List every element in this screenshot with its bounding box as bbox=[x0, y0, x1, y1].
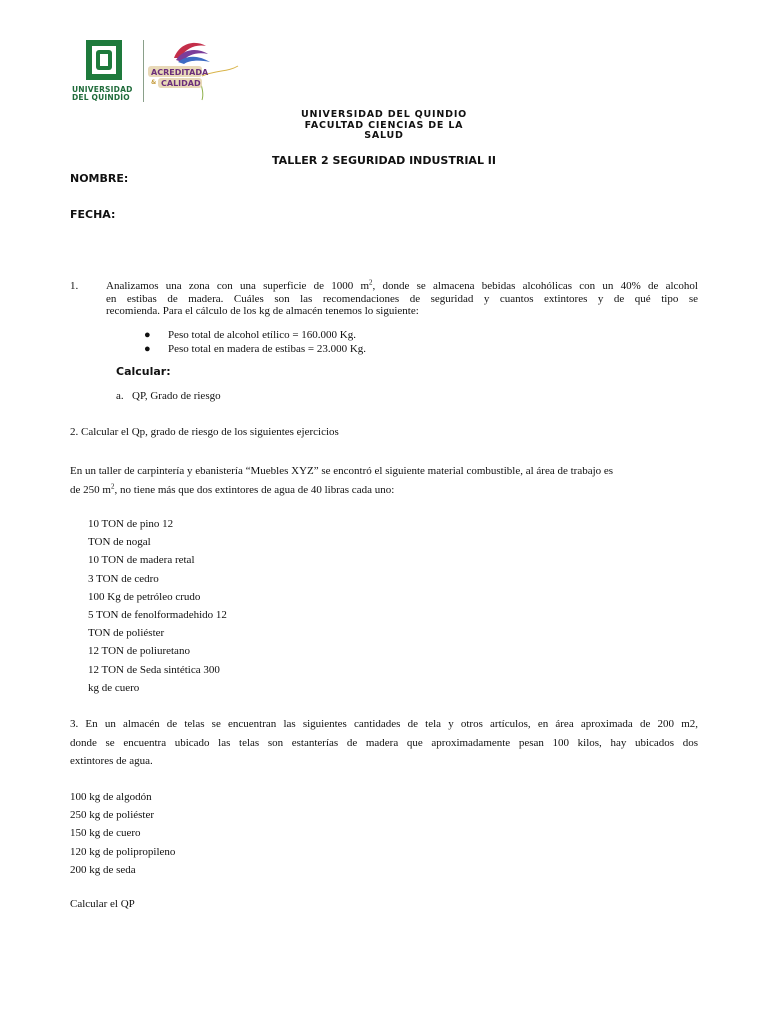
q2-line-2-b: , no tiene más que dos extintores de agua de 40 libras cada uno: bbox=[114, 483, 395, 496]
q2-line-2-a: de 250 m bbox=[70, 483, 111, 496]
q2-line-2 bbox=[70, 481, 698, 500]
document-title: TALLER 2 SEGURIDAD INDUSTRIAL II bbox=[272, 154, 496, 167]
q2-material-item: 10 TON de madera retal bbox=[88, 554, 195, 567]
q3-line-2: donde se encuentra ubicado las telas son estanterías de madera que aproximadamente pesan 100 kilos, hay ubicados dos bbox=[70, 736, 698, 749]
q3-material-item: 120 kg de polipropileno bbox=[70, 845, 176, 858]
q3-line-3: extintores de agua. bbox=[70, 755, 153, 767]
university-name bbox=[72, 86, 133, 102]
q2-material-item: TON de poliéster bbox=[88, 627, 165, 640]
accreditation-amp: & bbox=[151, 79, 157, 86]
q1-bullet-text: Peso total de alcohol etílico = 160.000 Kg. bbox=[168, 329, 356, 341]
q1-sup: 2 bbox=[369, 278, 373, 287]
q2-material-list bbox=[88, 515, 227, 697]
q2-material-item: 12 TON de poliuretano bbox=[88, 645, 190, 658]
header-line-2: FACULTAD CIENCIAS DE LA bbox=[304, 119, 464, 131]
accreditation-text-1: ACREDITADA bbox=[151, 68, 209, 77]
q1-line-1-b: , donde se almacena bebidas alcohólicas con un 40% de alcohol bbox=[372, 280, 698, 292]
q1-line-3: recomienda. Para el cálculo de los kg de almacén tenemos lo siguiente: bbox=[106, 305, 419, 317]
q2-paragraph bbox=[70, 462, 698, 499]
q1-item-letter: a. bbox=[116, 390, 124, 402]
logo-divider bbox=[143, 40, 144, 102]
q2-material-item: kg de cuero bbox=[88, 681, 140, 694]
q2-intro: 2. Calcular el Qp, grado de riesgo de los siguientes ejercicios bbox=[70, 426, 339, 438]
q3-material-item: 250 kg de poliéster bbox=[70, 809, 155, 822]
acreditada-calidad-logo bbox=[146, 36, 241, 102]
bullet-icon: ● bbox=[144, 329, 151, 341]
q1-bullet-item bbox=[144, 328, 366, 342]
q3-line-1: 3. En un almacén de telas se encuentran las siguientes cantidades de tela y otros artículos, en área aproximada de 200 m2, bbox=[70, 718, 698, 730]
q2-material-item: 5 TON de fenolformadehido 12 bbox=[88, 609, 227, 622]
document-header bbox=[0, 110, 768, 142]
q1-number: 1. bbox=[70, 280, 79, 292]
q3-material-item: 200 kg de seda bbox=[70, 863, 136, 876]
q3-material-list bbox=[70, 788, 175, 879]
q1-item-a bbox=[116, 390, 221, 402]
q1-item-text: QP, Grado de riesgo bbox=[132, 390, 221, 402]
q1-calcular: Calcular: bbox=[116, 365, 171, 378]
q2-material-item: TON de nogal bbox=[88, 536, 151, 549]
nombre-label: NOMBRE: bbox=[70, 172, 129, 185]
q3-paragraph bbox=[70, 715, 698, 771]
q2-material-item: 10 TON de pino 12 bbox=[88, 518, 174, 530]
q2-sup: 2 bbox=[110, 481, 115, 490]
bullet-icon: ● bbox=[144, 343, 151, 355]
university-name-line2: DEL QUINDÍO bbox=[72, 93, 130, 102]
university-name-line1: UNIVERSIDAD bbox=[72, 85, 133, 94]
q1-bullet-text: Peso total en madera de estibas = 23.000 Kg. bbox=[168, 343, 367, 355]
q2-material-item: 100 Kg de petróleo crudo bbox=[88, 590, 201, 603]
header-line-1: UNIVERSIDAD DEL QUINDIO bbox=[300, 109, 468, 120]
header-line-3: SALUD bbox=[364, 130, 404, 141]
q3-final: Calcular el QP bbox=[70, 898, 135, 910]
fecha-label: FECHA: bbox=[70, 208, 116, 221]
q1-bullet-item bbox=[144, 342, 366, 356]
q3-material-item: 150 kg de cuero bbox=[70, 827, 141, 840]
q2-material-item: 3 TON de cedro bbox=[88, 572, 159, 585]
q1-paragraph bbox=[106, 280, 698, 318]
q1-line-1-a: Analizamos una zona con una superficie de 1000 m bbox=[106, 280, 370, 292]
q2-line-1: En un taller de carpintería y ebanistería “Muebles XYZ” se encontró el siguiente material combustible, al área de trabajo es bbox=[70, 465, 614, 477]
q1-bullet-list bbox=[144, 328, 366, 356]
q1-line-2: en estibas de madera. Cuáles son las recomendaciones de seguridad y cuantos extintores y de qué tipo se bbox=[106, 292, 698, 305]
q3-material-item: 100 kg de algodón bbox=[70, 791, 152, 803]
q2-material-item: 12 TON de Seda sintética 300 bbox=[88, 663, 220, 676]
q1-line-1 bbox=[106, 280, 698, 293]
accreditation-text-2: CALIDAD bbox=[161, 79, 201, 88]
